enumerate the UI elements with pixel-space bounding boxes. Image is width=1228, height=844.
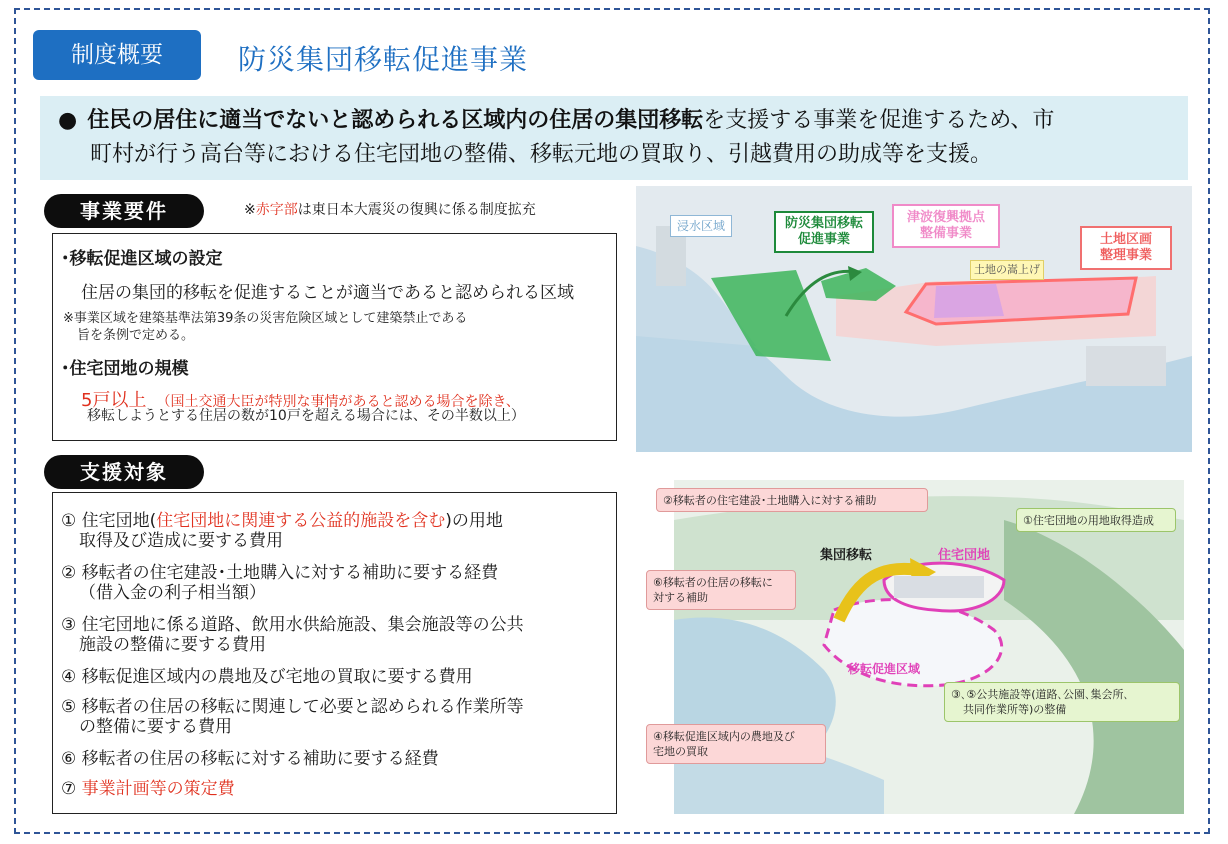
- label-raise: 土地の嵩上げ: [970, 260, 1044, 280]
- i7-num: ⑦: [61, 779, 77, 799]
- support-pill: 支援対象: [44, 455, 204, 489]
- req-scale-line2: 移転しようとする住居の数が10戸を超える場合には、その半数以上）: [87, 408, 525, 424]
- support-item-1: [61, 511, 606, 531]
- support-item-4: ④ 移転促進区域内の農地及び宅地の買取に要する費用: [61, 667, 473, 687]
- callout-moving-subsidy: [646, 570, 796, 610]
- support-item-5: ⑤ 移転者の住居の移転に関連して必要と認められる作業所等: [61, 697, 524, 717]
- label-relocation-zone: 移転促進区域: [848, 662, 921, 676]
- requirements-box: [52, 233, 617, 441]
- c6-line1: ⑥移転者の住居の移転に: [653, 576, 773, 589]
- relocation-line1: 防災集団移転: [784, 216, 863, 231]
- label-relocation: [774, 211, 874, 253]
- label-land-readjustment: [1080, 226, 1172, 270]
- map-illustration-bottom: [653, 480, 1184, 814]
- requirements-note: [244, 199, 536, 219]
- summary-box: [40, 96, 1188, 180]
- i1-pre: ① 住宅団地(: [61, 511, 157, 531]
- callout-land-purchase: [646, 724, 826, 764]
- label-group-relocation: 集団移転: [820, 548, 873, 563]
- note-red: 赤字部: [255, 202, 298, 218]
- req-heading-scale: ･住宅団地の規模: [61, 359, 189, 379]
- land-line1: 土地区画: [1099, 232, 1152, 247]
- support-item-1-line2: 取得及び造成に要する費用: [79, 531, 283, 551]
- support-item-2-line2: （借入金の利子相当額）: [79, 583, 266, 603]
- c6-line2: 対する補助: [653, 591, 708, 604]
- label-flood: 浸水区域: [670, 215, 732, 237]
- tsunami-line1: 津波復興拠点: [906, 210, 985, 225]
- summary-bold: 住民の居住に適当でないと認められる区域内の住居の集団移転: [87, 108, 704, 133]
- req-scale-paren: （国土交通大臣が特別な事情があると認める場合を除き、: [156, 394, 520, 410]
- summary-line2: 町村が行う高台等における住宅団地の整備、移転元地の買取り、引越費用の助成等を支援。: [90, 142, 993, 167]
- support-box: [52, 492, 617, 814]
- tsunami-line2: 整備事業: [919, 226, 972, 241]
- support-item-6: ⑥ 移転者の住居の移転に対する補助に要する経費: [61, 749, 439, 769]
- callout-site-acquisition: ①住宅団地の用地取得造成: [1016, 508, 1176, 532]
- note-rest: は東日本大震災の復興に係る制度拡充: [297, 202, 536, 218]
- map-aerial-top: [636, 186, 1192, 452]
- note-prefix: ※: [244, 202, 256, 218]
- c35-line2: 共同作業所等)の整備: [963, 703, 1067, 716]
- support-item-3-line2: 施設の整備に要する費用: [79, 635, 266, 655]
- section-tag: 制度概要: [33, 30, 201, 80]
- i1-post: )の用地: [445, 511, 503, 531]
- i7-red: 事業計画等の策定費: [81, 779, 235, 799]
- i1-red: 住宅団地に関連する公益的施設を含む: [156, 511, 446, 531]
- support-item-7: [61, 779, 606, 799]
- c4-line2: 宅地の買取: [653, 745, 708, 758]
- land-line2: 整理事業: [1099, 248, 1152, 263]
- support-item-2: ② 移転者の住宅建設･土地購入に対する補助に要する経費: [61, 563, 499, 583]
- relocation-line2: 促進事業: [797, 232, 850, 247]
- req-area-note-2: 旨を条例で定める。: [77, 328, 195, 343]
- req-heading-area: ･移転促進区域の設定: [61, 249, 223, 269]
- req-area-text: 住居の集団的移転を促進することが適当であると認められる区域: [81, 283, 574, 303]
- callout-housing-subsidy: ②移転者の住宅建設･土地購入に対する補助: [656, 488, 928, 512]
- summary-rest: を支援する事業を促進するため、市: [703, 108, 1055, 133]
- req-scale-red: 5戸以上: [81, 390, 147, 411]
- support-item-5-line2: の整備に要する費用: [79, 717, 232, 737]
- page-title: 防災集団移転促進事業: [238, 43, 529, 76]
- support-item-3: ③ 住宅団地に係る道路、飲用水供給施設、集会施設等の公共: [61, 615, 524, 635]
- req-area-note-1: ※事業区域を建築基準法第39条の災害危険区域として建築禁止である: [63, 311, 468, 326]
- bullet: ●: [58, 108, 78, 133]
- callout-public-facilities: [944, 682, 1180, 722]
- label-tsunami: [892, 204, 1000, 248]
- c35-line1: ③､⑤公共施設等(道路､公園､集会所､: [951, 688, 1130, 701]
- requirements-pill: 事業要件: [44, 194, 204, 228]
- c4-line1: ④移転促進区域内の農地及び: [653, 730, 795, 743]
- label-housing-estate: 住宅団地: [938, 548, 991, 563]
